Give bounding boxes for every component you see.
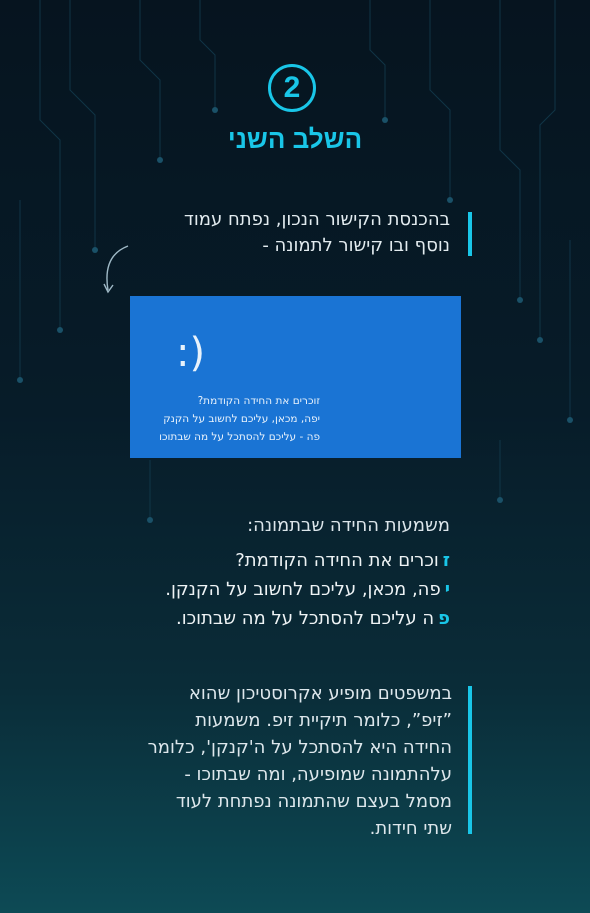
acrostic-letter: ז bbox=[442, 550, 450, 571]
step-number-badge bbox=[268, 64, 316, 112]
meaning-item-text: וכרים את החידה הקודמת? bbox=[235, 550, 439, 571]
explanation-line: במשפטים מופיע אקרוסטיכון שהוא bbox=[188, 683, 452, 704]
step-title: השלב השני bbox=[227, 124, 363, 154]
explanation-line: ”זיפ”, כלומר תיקיית זיפ. משמעות bbox=[195, 710, 452, 731]
acrostic-letter: י bbox=[444, 579, 450, 600]
meaning-item bbox=[110, 575, 450, 604]
riddle-line: פה - עליכם להסתכל על מה שבתוכו bbox=[159, 431, 320, 443]
explanation-line: מסמל בעצם שהתמונה נפתחת לעוד bbox=[175, 791, 452, 812]
explanation-accent-bar bbox=[468, 686, 472, 834]
meaning-item-text: ה עליכם להסתכל על מה שבתוכו. bbox=[176, 608, 435, 629]
explanation-line: שתי חידות. bbox=[369, 818, 452, 839]
acrostic-letter: פ bbox=[438, 608, 450, 629]
meaning-item bbox=[110, 604, 450, 633]
smiley-icon: :) bbox=[176, 330, 206, 376]
riddle-line: זוכרים את החידה הקודמת? bbox=[197, 395, 320, 407]
curved-arrow-icon bbox=[100, 242, 134, 298]
explanation-line: עלהתמונה שמופיעה, ומה שבתוכו - bbox=[184, 764, 452, 785]
intro-line: בהכנסת הקישור הנכון, נפתח עמוד bbox=[184, 209, 450, 230]
riddle-image-text bbox=[159, 392, 320, 446]
riddle-line: יפה, מכאן, עליכם לחשוב על הקנק bbox=[163, 413, 320, 425]
intro-text bbox=[130, 207, 450, 259]
explanation-text bbox=[120, 680, 452, 842]
explanation-line: החידה היא להסתכל על ה'קנקן', כלומר bbox=[147, 737, 452, 758]
meaning-list bbox=[110, 546, 450, 633]
intro-accent-bar bbox=[468, 212, 472, 256]
step-number: 2 bbox=[283, 71, 301, 104]
riddle-image bbox=[130, 296, 461, 458]
meaning-heading: משמעות החידה שבתמונה: bbox=[247, 515, 450, 536]
intro-line: נוסף ובו קישור לתמונה - bbox=[262, 235, 450, 256]
meaning-item bbox=[110, 546, 450, 575]
meaning-item-text: פה, מכאן, עליכם לחשוב על הקנקן. bbox=[165, 579, 441, 600]
